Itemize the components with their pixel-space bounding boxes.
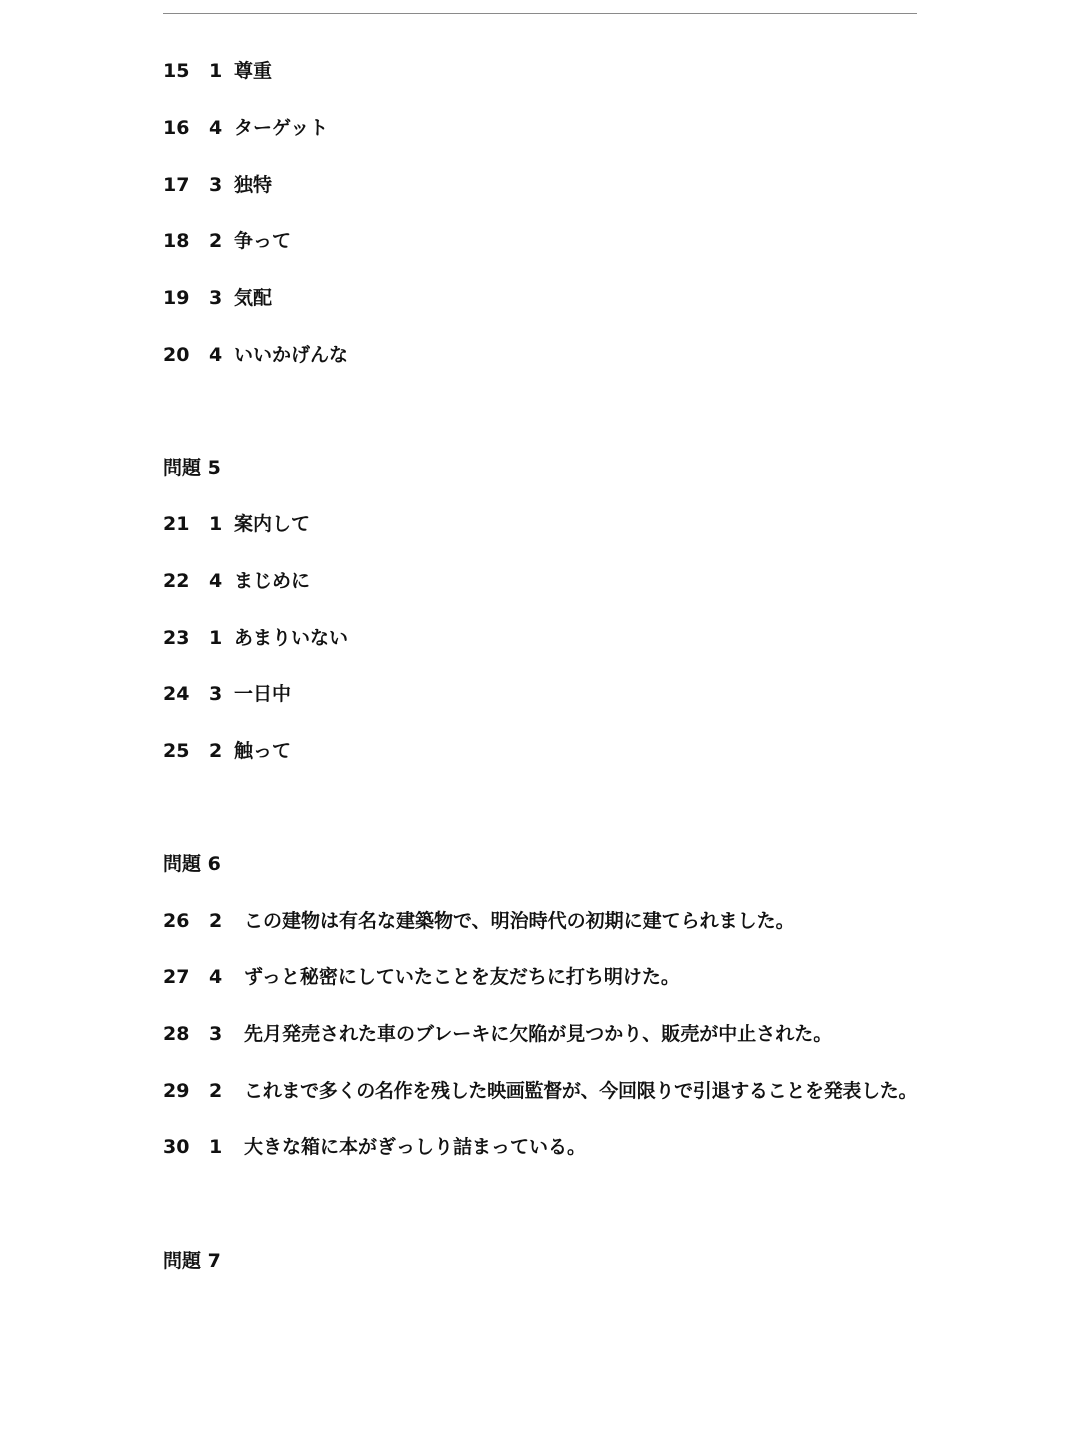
section-heading-q7: 問題 7 bbox=[163, 1250, 221, 1272]
question-number: 21 bbox=[163, 513, 190, 535]
answer-text: この建物は有名な建築物で、明治時代の初期に建てられました。 bbox=[244, 910, 795, 932]
question-number: 26 bbox=[163, 910, 190, 932]
answer-choice: 2 bbox=[209, 910, 223, 932]
answer-text: 気配 bbox=[234, 287, 273, 309]
answer-text: 案内して bbox=[234, 513, 311, 535]
answer-choice: 4 bbox=[209, 344, 223, 366]
answer-choice: 1 bbox=[209, 627, 223, 649]
answer-text: 触って bbox=[234, 740, 292, 762]
answer-text: 尊重 bbox=[234, 60, 273, 82]
answer-choice: 3 bbox=[209, 683, 223, 705]
answer-text: 大きな箱に本がぎっしり詰まっている。 bbox=[244, 1136, 587, 1158]
question-number: 15 bbox=[163, 60, 190, 82]
question-number: 20 bbox=[163, 344, 190, 366]
answer-choice: 2 bbox=[209, 1080, 223, 1102]
answer-choice: 1 bbox=[209, 513, 223, 535]
section-heading-q5: 問題 5 bbox=[163, 457, 221, 479]
answer-choice: 1 bbox=[209, 1136, 223, 1158]
answer-text: いいかげんな bbox=[234, 344, 349, 366]
answer-text: ターゲット bbox=[234, 117, 329, 139]
answer-text: ずっと秘密にしていたことを友だちに打ち明けた。 bbox=[244, 966, 680, 988]
answer-choice: 1 bbox=[209, 60, 223, 82]
question-number: 27 bbox=[163, 966, 190, 988]
question-number: 16 bbox=[163, 117, 190, 139]
question-number: 28 bbox=[163, 1023, 190, 1045]
answer-text: 独特 bbox=[234, 174, 273, 196]
answer-choice: 3 bbox=[209, 174, 223, 196]
question-number: 22 bbox=[163, 570, 190, 592]
answer-text: 争って bbox=[234, 230, 292, 252]
answer-choice: 4 bbox=[209, 570, 223, 592]
question-number: 17 bbox=[163, 174, 190, 196]
answer-text: 先月発売された車のブレーキに欠陥が見つかり、販売が中止された。 bbox=[244, 1023, 833, 1045]
question-number: 18 bbox=[163, 230, 190, 252]
question-number: 23 bbox=[163, 627, 190, 649]
answer-text: まじめに bbox=[234, 570, 311, 592]
question-number: 24 bbox=[163, 683, 190, 705]
answer-choice: 2 bbox=[209, 740, 223, 762]
answer-choice: 4 bbox=[209, 117, 223, 139]
question-number: 29 bbox=[163, 1080, 190, 1102]
answer-text: 一日中 bbox=[234, 683, 292, 705]
answer-choice: 3 bbox=[209, 287, 223, 309]
answer-choice: 2 bbox=[209, 230, 223, 252]
answer-choice: 3 bbox=[209, 1023, 223, 1045]
top-divider bbox=[163, 13, 917, 14]
answer-text: あまりいない bbox=[234, 627, 349, 649]
question-number: 30 bbox=[163, 1136, 190, 1158]
answer-choice: 4 bbox=[209, 966, 223, 988]
section-heading-q6: 問題 6 bbox=[163, 853, 221, 875]
answer-text: これまで多くの名作を残した映画監督が、今回限りで引退することを発表した。 bbox=[244, 1080, 918, 1102]
question-number: 19 bbox=[163, 287, 190, 309]
question-number: 25 bbox=[163, 740, 190, 762]
